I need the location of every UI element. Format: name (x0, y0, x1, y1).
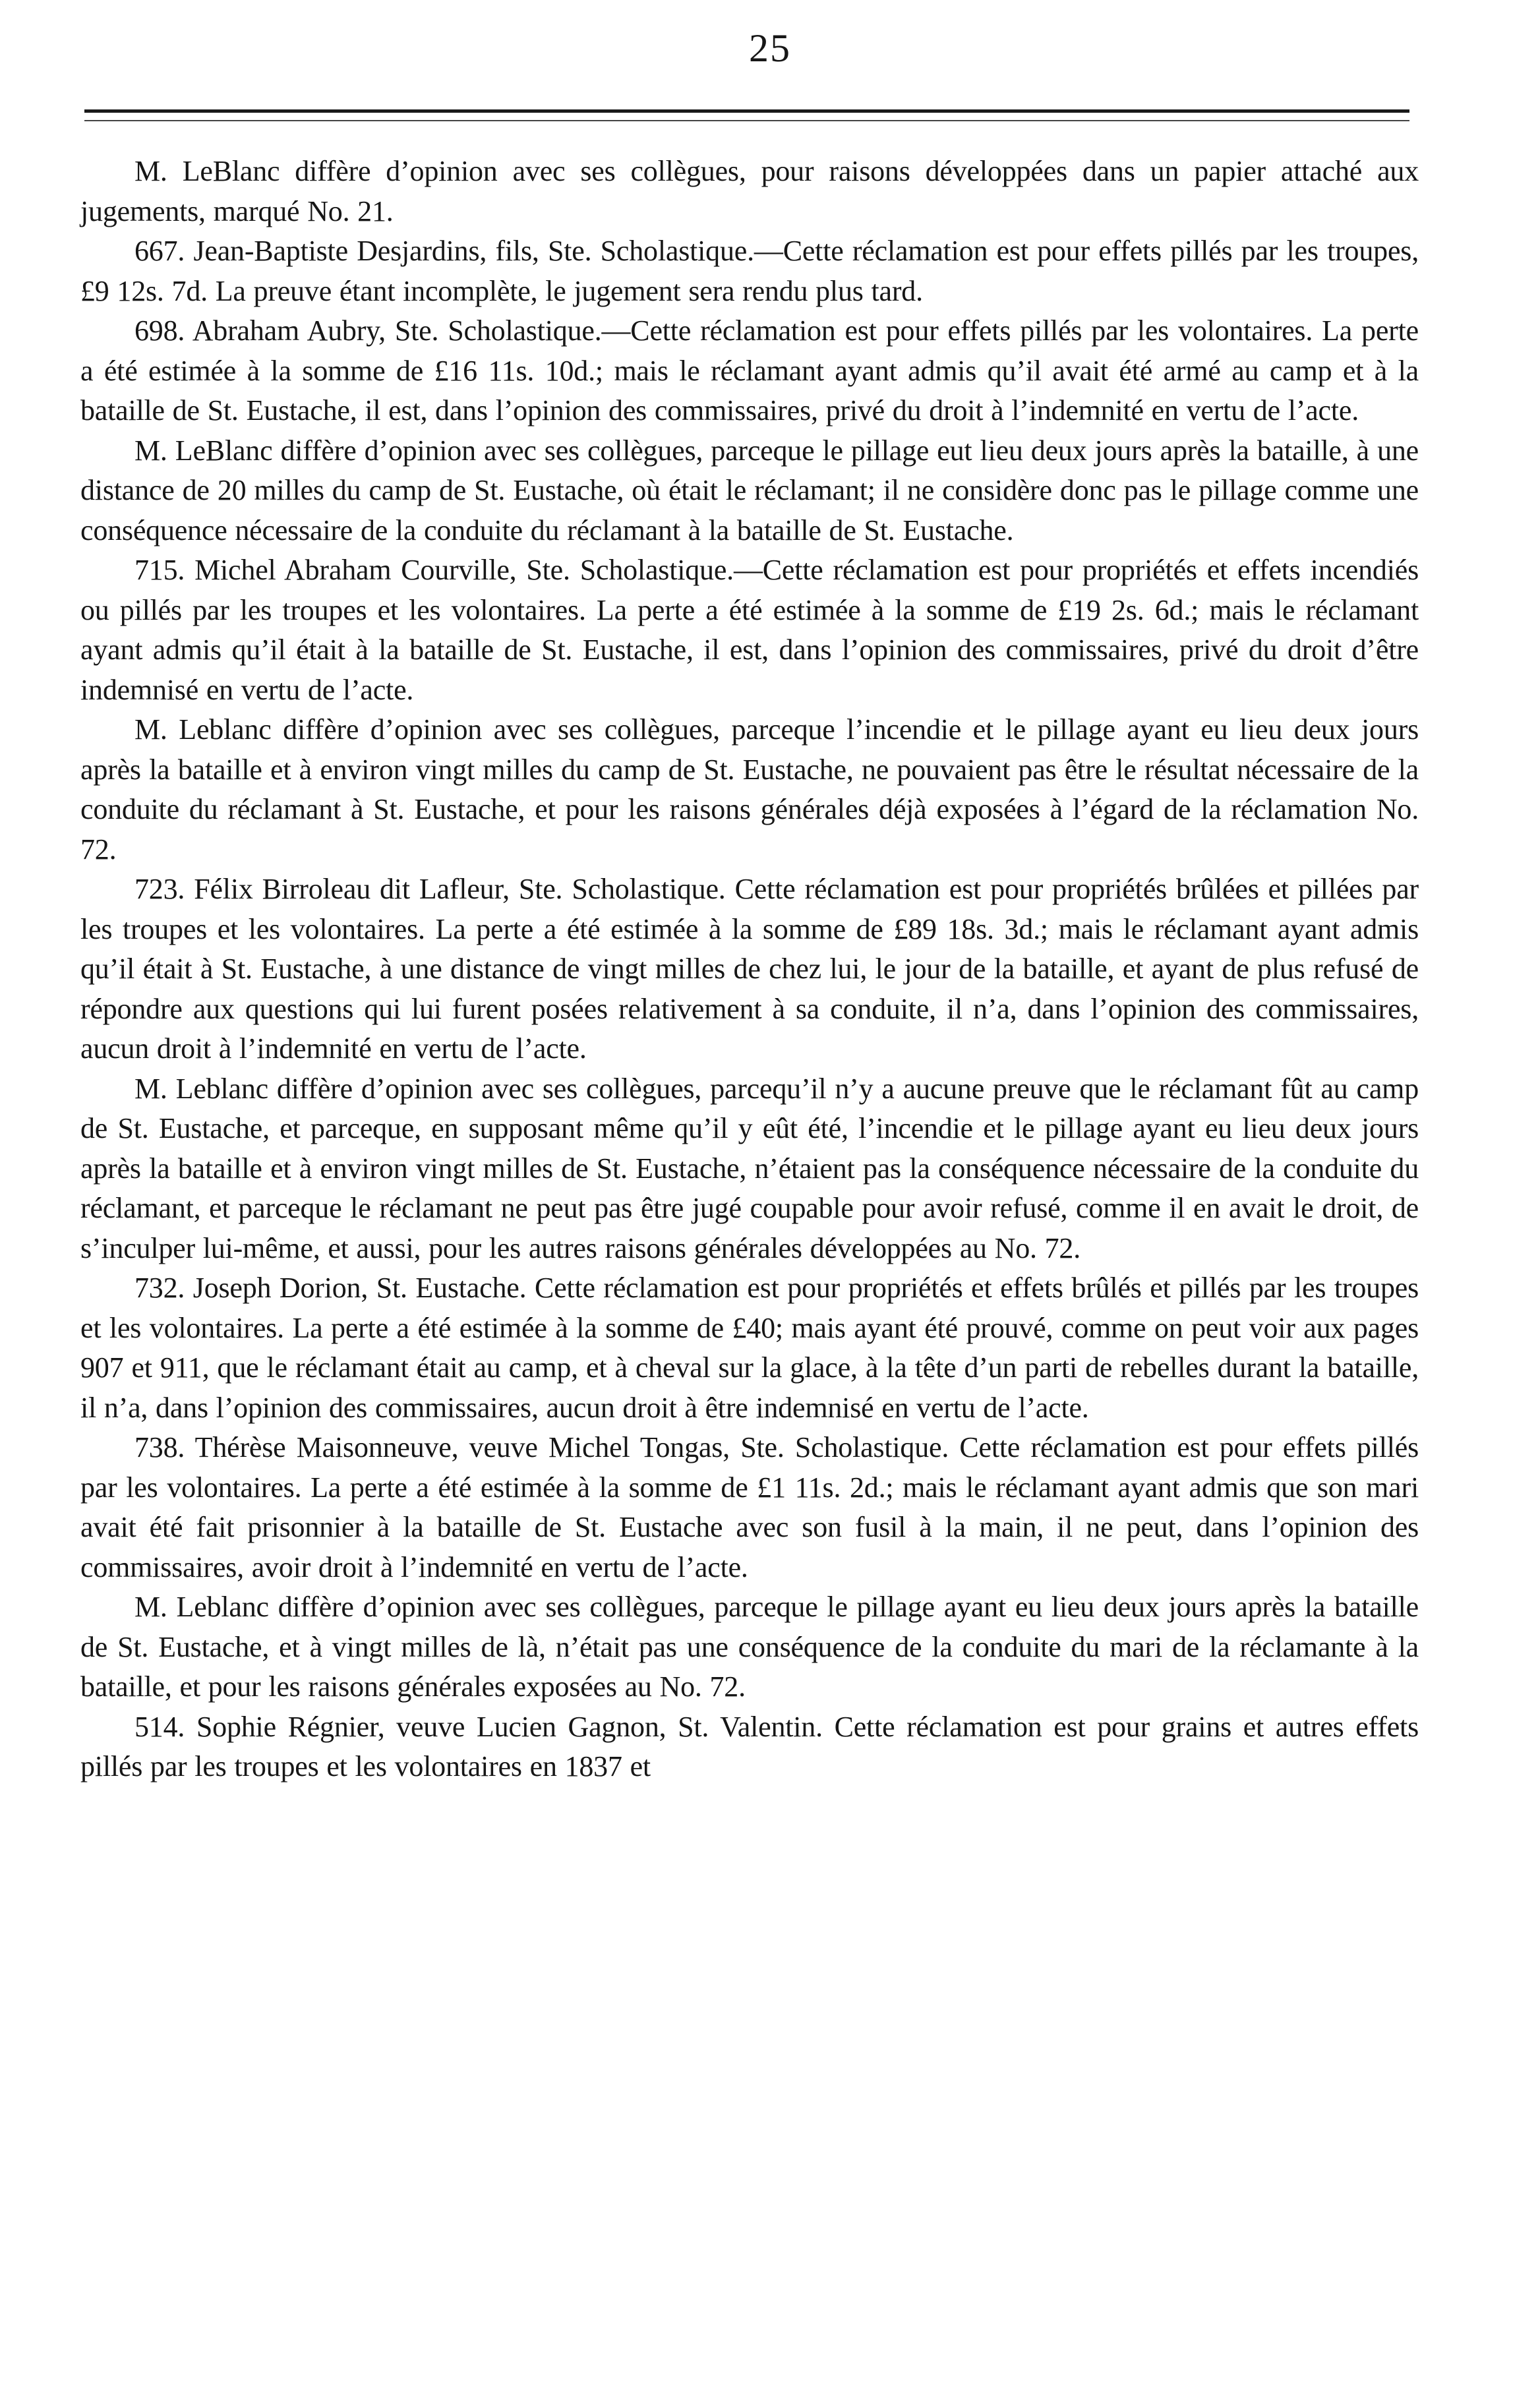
paragraph-leblanc-715: M. Leblanc diffère d’opinion avec ses collègues, parceque l’incendie et le pillage ayant eu lieu deux jours après la bataille et à environ vingt milles du camp de St. Eustache, ne pouvaient pas être le résultat nécessaire de la conduite du réclamant à St. Eustache, et pour les raisons générales déjà exposées à l’égard de la réclamation No. 72. (80, 713, 1419, 866)
paragraph-leblanc-723: M. Leblanc diffère d’opinion avec ses collègues, parcequ’il n’y a aucune preuve que le réclamant fût au camp de St. Eustache, et parceque, en supposant même qu’il y eût été, l’incendie et le pillage ayant eu lieu deux jours après la bataille et à environ vingt milles de St. Eustache, n’étaient pas la conséquence nécessaire de la conduite du réclamant, et parceque le réclamant ne peut pas être jugé coupable pour avoir refusé, comme il en avait le droit, de s’inculper lui-même, et aussi, pour les autres raisons générales développées au No. 72. (80, 1072, 1419, 1264)
header-rule-thin (84, 120, 1409, 121)
paragraph-claim-723: 723. Félix Birroleau dit Lafleur, Ste. Scholastique. Cette réclamation est pour propriétés brûlées et pillées par les troupes et les volontaires. La perte a été estimée à la somme de £89 18s. 3d.; mais le réclamant ayant admis qu’il était à St. Eustache, à une distance de vingt milles de chez lui, le jour de la bataille, et ayant de plus refusé de répondre aux questions qui lui furent posées relativement à sa conduite, il n’a, dans l’opinion des commissaires, aucun droit à l’indemnité en vertu de l’acte. (80, 873, 1419, 1065)
paragraph-claim-667: 667. Jean-Baptiste Desjardins, fils, Ste. Scholastique.—Cette réclamation est pour effets pillés par les troupes, £9 12s. 7d. La preuve étant incomplète, le jugement sera rendu plus tard. (80, 235, 1419, 307)
paragraph-claim-715: 715. Michel Abraham Courville, Ste. Scholastique.—Cette réclamation est pour propriétés et effets incendiés ou pillés par les troupes et les volontaires. La perte a été estimée à la somme de £19 2s. 6d.; mais le réclamant ayant admis qu’il était à la bataille de St. Eustache, il est, dans l’opinion des commissaires, privé du droit d’être indemnisé en vertu de l’acte. (80, 554, 1419, 706)
paragraph-claim-698: 698. Abraham Aubry, Ste. Scholastique.—Cette réclamation est pour effets pillés par les volontaires. La perte a été estimée à la somme de £16 11s. 10d.; mais le réclamant ayant admis qu’il avait été armé au camp et à la bataille de St. Eustache, il est, dans l’opinion des commissaires, privé du droit à l’indemnité en vertu de l’acte. (80, 314, 1419, 427)
paragraph-claim-732: 732. Joseph Dorion, St. Eustache. Cette réclamation est pour propriétés et effets brûlés et pillés par les troupes et les volontaires. La perte a été estimée à la somme de £40; mais ayant été prouvé, comme on peut voir aux pages 907 et 911, que le réclamant était au camp, et à cheval sur la glace, à la tête d’un parti de rebelles durant la bataille, il n’a, dans l’opinion des commissaires, aucun droit à être indemnisé en vertu de l’acte. (80, 1272, 1419, 1424)
header-rule (84, 109, 1409, 113)
body-text (80, 152, 1419, 1787)
page-number: 25 (749, 26, 791, 70)
paragraph-claim-514: 514. Sophie Régnier, veuve Lucien Gagnon, St. Valentin. Cette réclamation est pour grains et autres effets pillés par les troupes et les volontaires en 1837 et (80, 1710, 1419, 1783)
paragraph-leblanc-no21: M. LeBlanc diffère d’opinion avec ses collègues, pour raisons développées dans un papier attaché aux jugements, marqué No. 21. (80, 155, 1419, 227)
paragraph-leblanc-698: M. LeBlanc diffère d’opinion avec ses collègues, parceque le pillage eut lieu deux jours après la bataille, à une distance de 20 milles du camp de St. Eustache, où était le réclamant; il ne considère donc pas le pillage comme une conséquence nécessaire de la conduite du réclamant à la bataille de St. Eustache. (80, 434, 1419, 546)
paragraph-claim-738: 738. Thérèse Maisonneuve, veuve Michel Tongas, Ste. Scholastique. Cette réclamation est pour effets pillés par les volontaires. La perte a été estimée à la somme de £1 11s. 2d.; mais le réclamant ayant admis que son mari avait été fait prisonnier à la bataille de St. Eustache avec son fusil à la main, il ne peut, dans l’opinion des commissaires, avoir droit à l’indemnité en vertu de l’acte. (80, 1431, 1419, 1583)
paragraph-leblanc-738: M. Leblanc diffère d’opinion avec ses collègues, parceque le pillage ayant eu lieu deux jours après la bataille de St. Eustache, et à vingt milles de là, n’était pas une conséquence de la conduite du mari de la réclamante à la bataille, et pour les raisons générales exposées au No. 72. (80, 1591, 1419, 1703)
